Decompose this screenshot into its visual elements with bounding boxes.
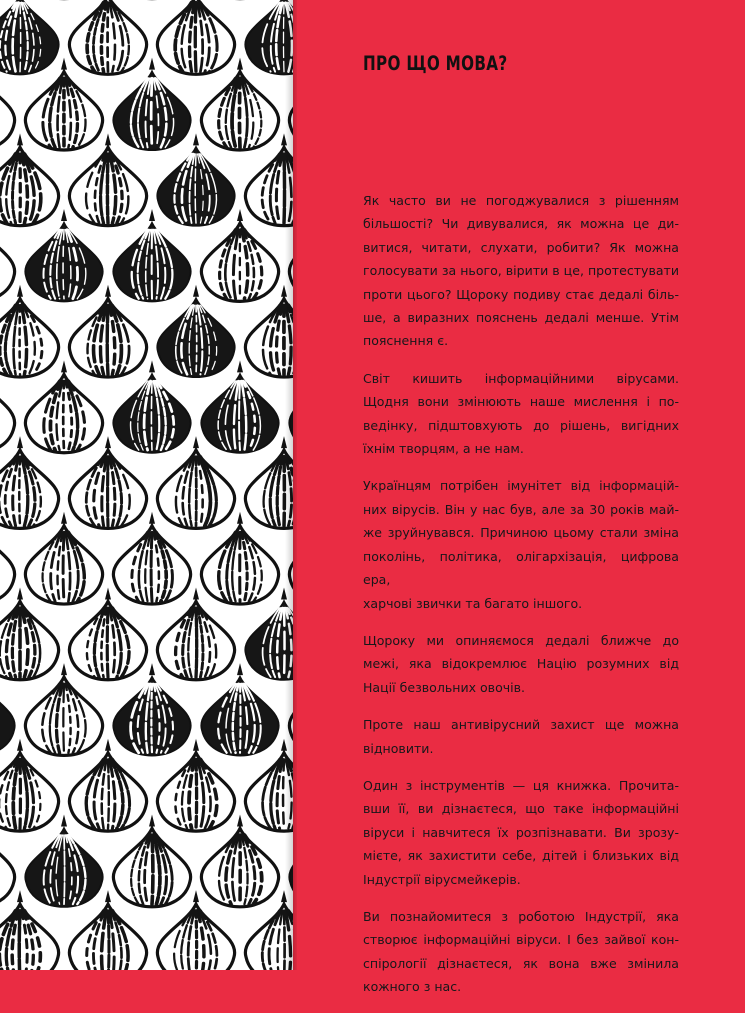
paragraph: [363, 189, 679, 353]
paragraph: [363, 905, 679, 999]
paragraph: [363, 774, 679, 891]
page-title: ПРО ЩО МОВА?: [363, 52, 508, 75]
text-line: спірології дізнаєтеся, як вона вже змінила: [363, 955, 679, 971]
paragraph: [363, 713, 679, 760]
text-line: вши її, ви дізнаєтеся, що таке інформаційні: [363, 801, 679, 817]
page-fold-shadow: [285, 0, 297, 970]
text-line: більшості? Чи дивувалися, як можна це ди-: [363, 216, 679, 232]
text-line: Індустрії вірусмейкерів.: [363, 871, 521, 887]
text-line: Щодня вони змінюють наше мислення і по-: [363, 394, 679, 410]
text-line: голосувати за нього, вірити в це, протестувати: [363, 263, 679, 279]
text-line: поколінь, політика, олігархізація, цифрова ера,: [363, 548, 679, 588]
text-line: харчові звички та багато іншого.: [363, 595, 583, 611]
body-text: [363, 189, 679, 1013]
text-line: ше, а виразних пояснень дедалі менше. Утім: [363, 310, 679, 326]
text-line: пояснення є.: [363, 333, 449, 349]
text-line: Світ кишить інформаційними вірусами.: [363, 370, 679, 386]
onion-shape: [157, 0, 234, 74]
paragraph: [363, 629, 679, 699]
paragraph: [363, 367, 679, 461]
text-line: межі, яка відокремлює Націю розумних від: [363, 656, 679, 672]
paragraph: [363, 474, 679, 614]
onion-shape: [69, 0, 146, 74]
text-line: проти цього? Щороку подиву стає дедалі біль-: [363, 286, 679, 302]
text-line: їхнім творцям, а не нам.: [363, 441, 524, 457]
text-line: кожного з нас.: [363, 979, 462, 995]
text-line: віруси і навчитеся їх розпізнавати. Ви зрозу-: [363, 824, 679, 840]
text-line: Один з інструментів — ця книжка. Прочита-: [363, 777, 679, 793]
text-line: відновити.: [363, 740, 434, 756]
text-line: Щороку ми опиняємося дедалі ближче до: [363, 632, 679, 648]
text-line: Нації безвольних овочів.: [363, 679, 526, 695]
text-line: же зруйнувався. Причиною цьому стали зміна: [363, 525, 679, 541]
text-line: Ви познайомитеся з роботою Індустрії, яка: [363, 908, 679, 924]
text-line: витися, читати, слухати, робити? Як можна: [363, 239, 679, 255]
text-line: мієте, як захистити себе, дітей і близьких від: [363, 848, 679, 864]
text-line: створює інформаційні віруси. І без зайвої кон-: [363, 932, 679, 948]
text-line: ведінку, підштовхують до рішень, вигідних: [363, 417, 679, 433]
text-line: Українцям потрібен імунітет від інформацій-: [363, 478, 679, 494]
onion-pattern-illustration: [0, 0, 293, 970]
text-line: Проте наш антивірусний захист ще можна: [363, 717, 679, 733]
text-line: них вірусів. Він у нас був, але за 30 років май-: [363, 501, 679, 517]
text-line: Як часто ви не погоджувалися з рішенням: [363, 193, 679, 208]
onion-shape: [0, 0, 59, 74]
